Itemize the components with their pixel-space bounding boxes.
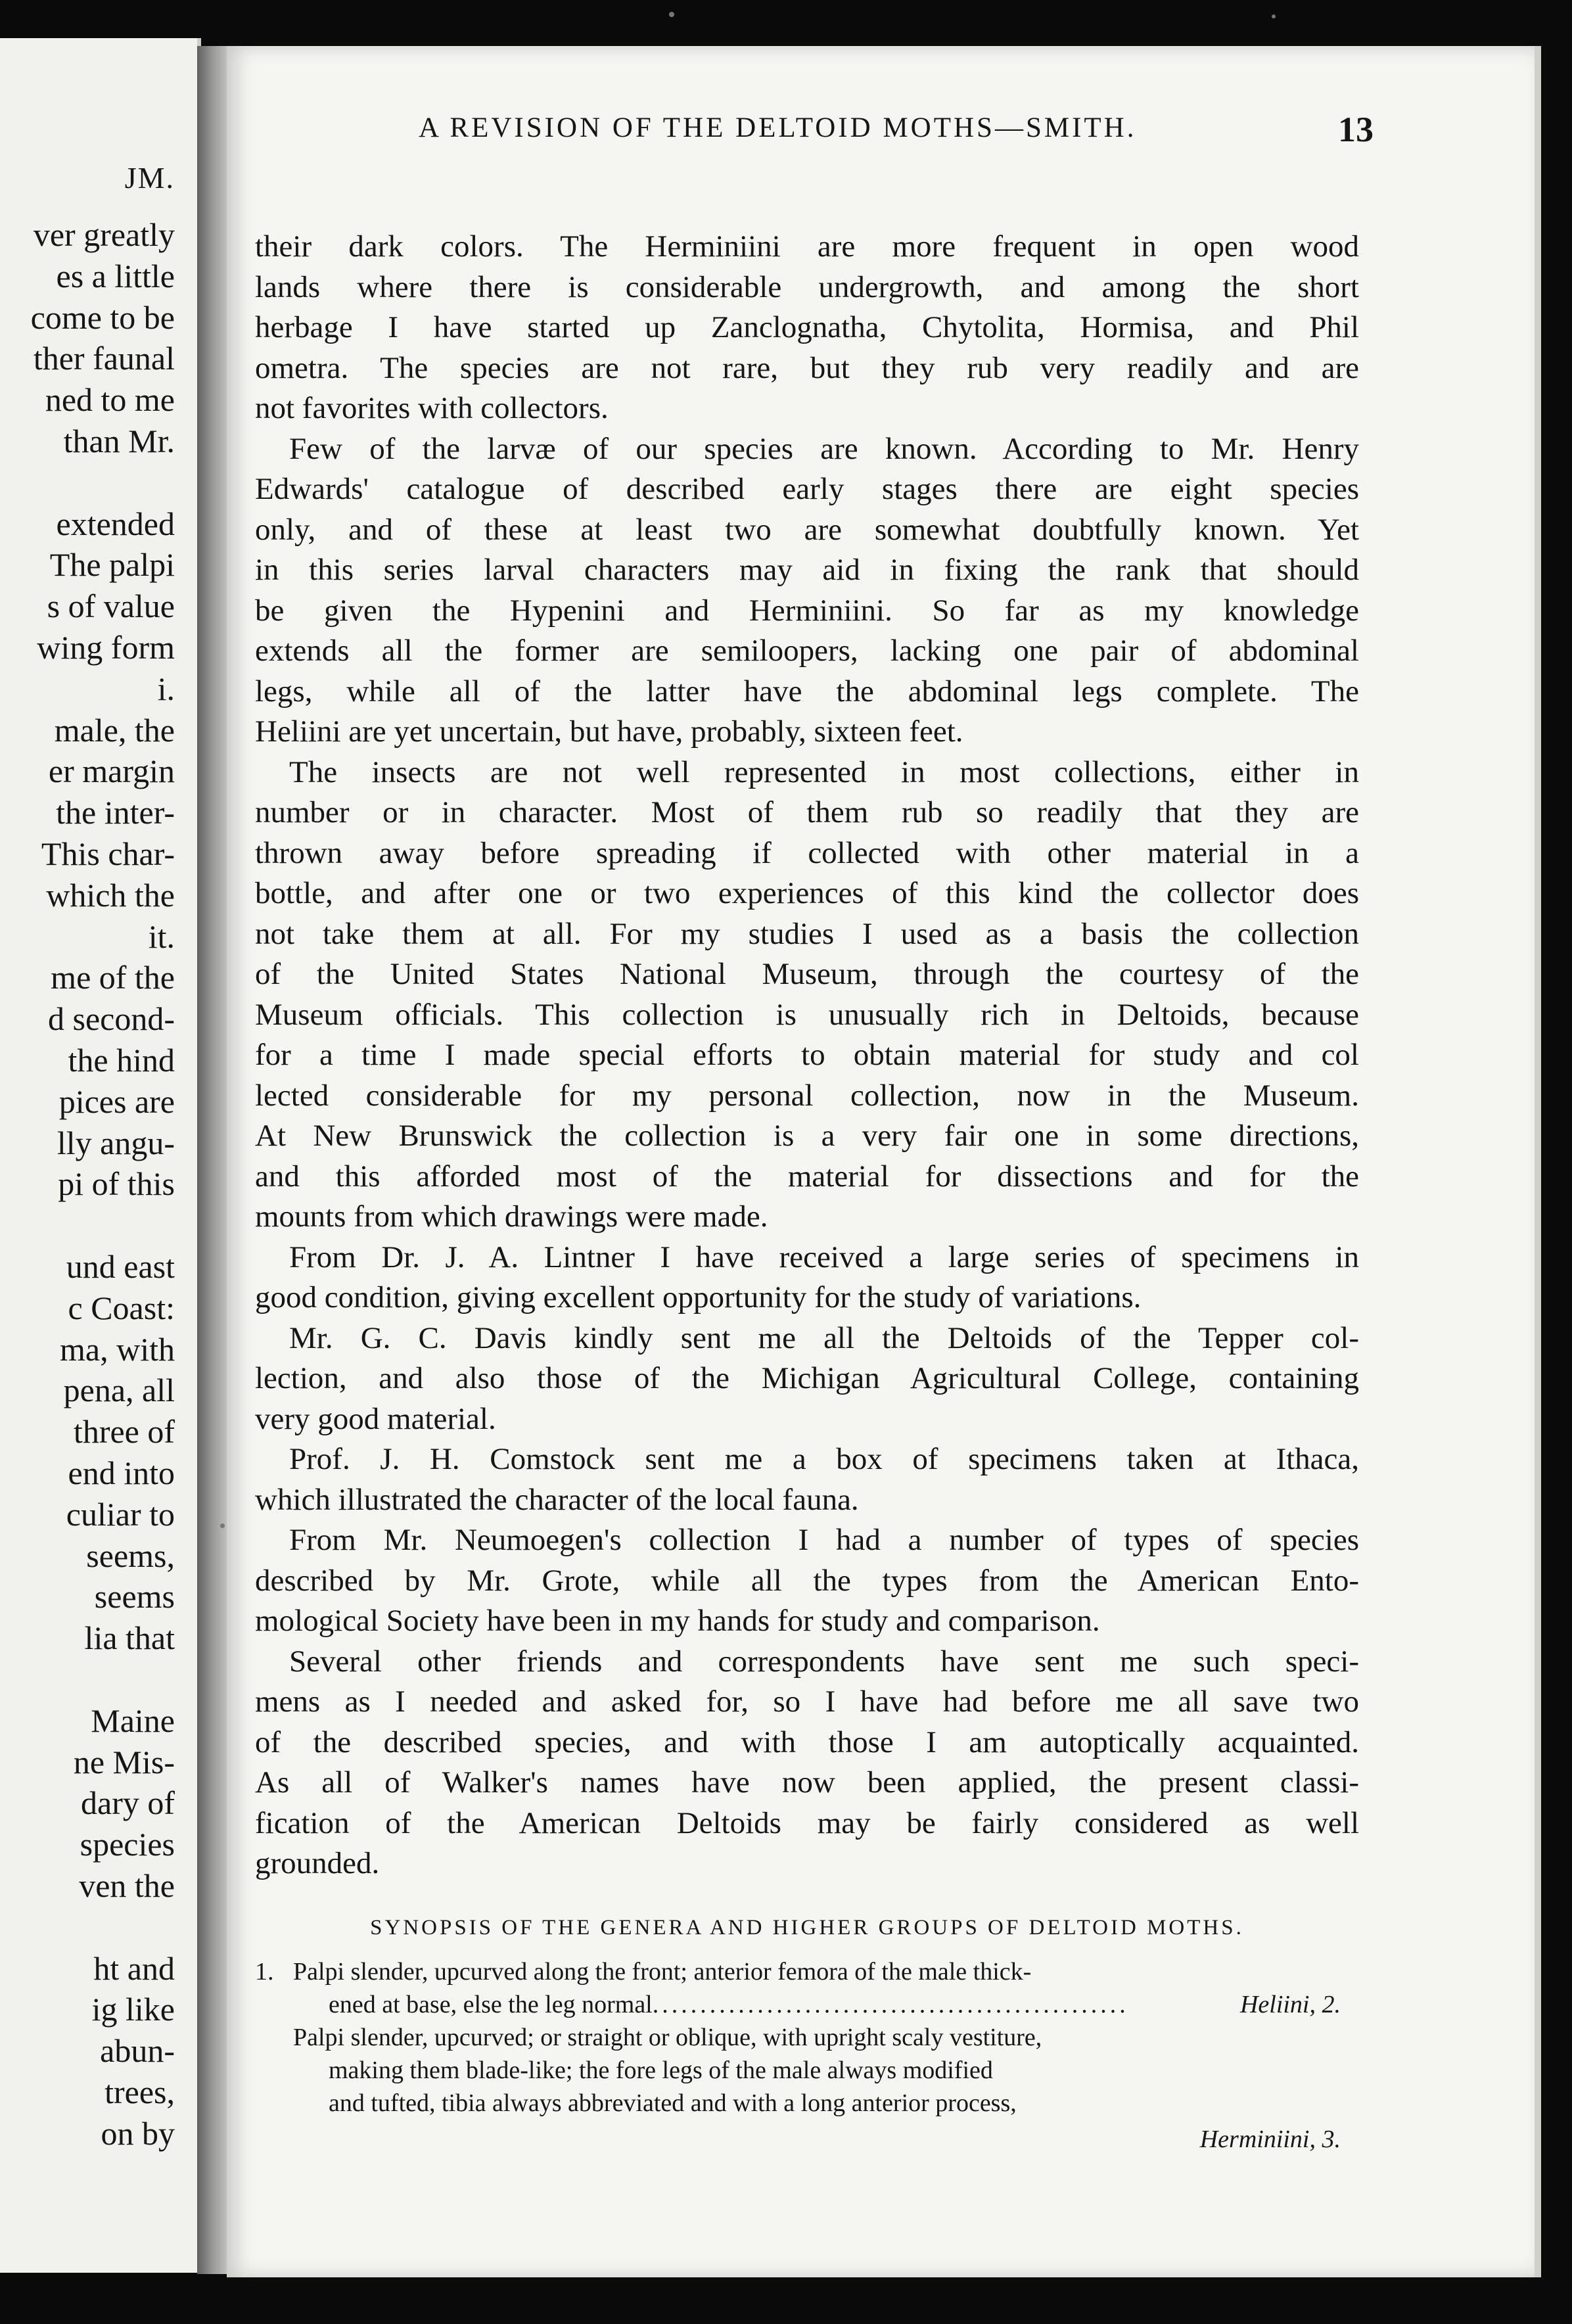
facing-page-line: seems — [94, 1578, 175, 1615]
body-line: of the United States National Museum, through the courtesy of the — [255, 957, 1359, 991]
synopsis-item-1-line-2 — [329, 1988, 1129, 2021]
facing-page-line: abun- — [100, 2032, 175, 2070]
facing-page-line: me of the — [51, 959, 175, 996]
facing-page-line: wing form — [37, 629, 175, 666]
facing-page-line: than Mr. — [63, 423, 175, 459]
body-line: be given the Hypenini and Herminiini. So far as my knowledge — [255, 593, 1359, 628]
facing-page-line: male, the — [54, 711, 175, 749]
facing-page-line: three of — [73, 1413, 175, 1451]
facing-page-line: which the — [46, 876, 175, 914]
body-line: Mr. G. C. Davis kindly sent me all the Deltoids of the Tepper col- — [289, 1320, 1359, 1355]
facing-page-line: Maine — [91, 1702, 175, 1739]
synopsis-item-2-ref: Herminiini, 3. — [1199, 2126, 1341, 2153]
synopsis-item-1-line-1: Palpi slender, upcurved along the front; anterior femora of the male thick- — [293, 1958, 1032, 1986]
facing-page-line: lia that — [84, 1619, 175, 1657]
facing-page-line: er margin — [48, 753, 175, 790]
body-line: extends all the former are semiloopers, lacking one pair of abdominal — [255, 634, 1359, 668]
body-line: not favorites with collectors. — [255, 391, 609, 425]
body-line: lected considerable for my personal collection, now in the Museum. — [255, 1078, 1359, 1113]
facing-page-line: seems, — [86, 1537, 175, 1574]
facing-page-line: the inter- — [56, 794, 175, 831]
facing-page-line: culiar to — [66, 1495, 175, 1533]
body-line: which illustrated the character of the local fauna. — [255, 1482, 859, 1517]
facing-page-line: pena, all — [63, 1372, 175, 1409]
body-line: Few of the larvæ of our species are known. According to Mr. Henry — [289, 431, 1359, 466]
body-line: bottle, and after one or two experiences of this kind the collector does — [255, 876, 1359, 910]
body-line: and this afforded most of the material for dissections and for the — [255, 1159, 1359, 1194]
facing-page-line: d second- — [48, 1000, 175, 1038]
facing-page-line: pices are — [58, 1082, 175, 1120]
facing-page-line: ned to me — [45, 381, 175, 419]
body-line: their dark colors. The Herminiini are more frequent in open wood — [255, 229, 1359, 264]
body-line: fication of the American Deltoids may be fairly considered as well — [255, 1805, 1359, 1840]
body-line: Heliini are yet uncertain, but have, probably, sixteen feet. — [255, 714, 963, 749]
facing-page-line: trees, — [104, 2074, 175, 2110]
facing-page-line: und east — [66, 1248, 175, 1285]
synopsis-item-1-text: ened at base, else the leg normal — [329, 1991, 653, 2018]
running-head — [189, 112, 1374, 151]
facing-page-line: the hind — [68, 1042, 175, 1079]
facing-page-line: ver greatly — [33, 216, 175, 253]
facing-page-line: lly angu- — [57, 1124, 175, 1161]
facing-page-line: extended — [56, 505, 175, 542]
facing-page-line: come to be — [30, 298, 175, 336]
body-line: only, and of these at least two are somewhat doubtfully known. Yet — [255, 512, 1359, 547]
facing-page-line: species — [80, 1826, 175, 1863]
body-line: Museum officials. This collection is unusually rich in Deltoids, because — [255, 997, 1359, 1032]
body-line: herbage I have started up Zanclognatha, Chytolita, Hormisa, and Phil — [255, 310, 1359, 344]
body-line: thrown away before spreading if collected with other material in a — [255, 835, 1359, 870]
scan-speck — [220, 1523, 225, 1528]
body-line: mounts from which drawings were made. — [255, 1199, 768, 1234]
body-line: of the described species, and with those I am autoptically acquainted. — [255, 1725, 1359, 1759]
facing-page-line: on by — [101, 2114, 175, 2152]
facing-page-line: ig like — [91, 1991, 175, 2028]
body-line: very good material. — [255, 1401, 496, 1436]
body-line: The insects are not well represented in most collections, either in — [289, 755, 1359, 789]
synopsis-item-1-ref: Heliini, 2. — [1239, 1991, 1341, 2018]
facing-page-line: it. — [148, 918, 175, 955]
page-number: 13 — [1338, 110, 1374, 149]
body-line: From Dr. J. A. Lintner I have received a large series of specimens in — [289, 1240, 1359, 1274]
body-line: As all of Walker's names have now been applied, the present classi- — [255, 1765, 1359, 1800]
body-line: From Mr. Neumoegen's collection I had a number of types of species — [289, 1523, 1359, 1557]
running-title: A REVISION OF THE DELTOID MOTHS—SMITH. — [419, 112, 1137, 143]
body-line: lands where there is considerable undergrowth, and among the short — [255, 269, 1359, 304]
body-line: good condition, giving excellent opportunity for the study of variations. — [255, 1280, 1142, 1314]
facing-page-line: i. — [157, 670, 175, 707]
facing-page-line: c Coast: — [68, 1289, 175, 1326]
facing-page-line: This char- — [41, 835, 175, 872]
body-line: Prof. J. H. Comstock sent me a box of specimens taken at Ithaca, — [289, 1442, 1359, 1476]
body-line: not take them at all. For my studies I used as a basis the collection — [255, 916, 1359, 951]
facing-page-line: es a little — [56, 257, 175, 294]
facing-page-fragment — [0, 38, 201, 2273]
body-line: described by Mr. Grote, while all the types from the American Ento- — [255, 1563, 1359, 1598]
body-line: mens as I needed and asked for, so I have had before me all save two — [255, 1685, 1359, 1719]
body-line: mological Society have been in my hands for study and comparison. — [255, 1604, 1100, 1638]
body-line: At New Brunswick the collection is a very fair one in some directions, — [255, 1119, 1359, 1153]
synopsis-item-number: 1. — [255, 1958, 274, 1986]
body-line: Edwards' catalogue of described early stages there are eight species — [255, 472, 1359, 506]
scan-speck — [1272, 14, 1276, 18]
body-text — [255, 227, 1359, 1884]
facing-page-line: ne Mis- — [73, 1743, 175, 1780]
facing-page-line: s of value — [47, 588, 175, 625]
body-line: legs, while all of the latter have the abdominal legs complete. The — [255, 674, 1359, 709]
facing-page-line: JM. — [124, 161, 175, 195]
body-line: lection, and also those of the Michigan Agricultural College, containing — [255, 1361, 1359, 1395]
body-line: grounded. — [255, 1846, 380, 1880]
body-line: Several other friends and correspondents have sent me such speci- — [289, 1644, 1359, 1679]
facing-page-line: pi of this — [58, 1165, 175, 1203]
facing-page-line: end into — [68, 1454, 175, 1491]
facing-page-line: ht and — [93, 1949, 175, 1987]
scan-speck — [669, 12, 674, 17]
facing-page-line: The palpi — [49, 546, 175, 584]
facing-page-line: ther faunal — [33, 340, 175, 377]
synopsis-heading: SYNOPSIS OF THE GENERA AND HIGHER GROUPS OF DELTOID MOTHS. — [370, 1916, 1244, 1940]
dot-leader: .................................................. — [652, 1991, 1129, 2018]
body-line: ometra. The species are not rare, but they rub very readily and are — [255, 350, 1359, 385]
facing-page-line: ma, with — [60, 1330, 175, 1368]
facing-page-line: dary of — [81, 1784, 175, 1822]
synopsis-item-2-line-3: and tufted, tibia always abbreviated and with a long anterior process, — [329, 2089, 1017, 2117]
body-line: for a time I made special efforts to obtain material for study and col — [255, 1038, 1359, 1072]
facing-page-line: ven the — [79, 1867, 175, 1904]
synopsis-item-2-line-2: making them blade-like; the fore legs of the male always modified — [329, 2057, 993, 2084]
synopsis-item-2-line-1: Palpi slender, upcurved; or straight or oblique, with upright scaly vestiture, — [293, 2024, 1042, 2051]
body-line: in this series larval characters may aid in fixing the rank that should — [255, 553, 1359, 587]
body-line: number or in character. Most of them rub so readily that they are — [255, 795, 1359, 829]
